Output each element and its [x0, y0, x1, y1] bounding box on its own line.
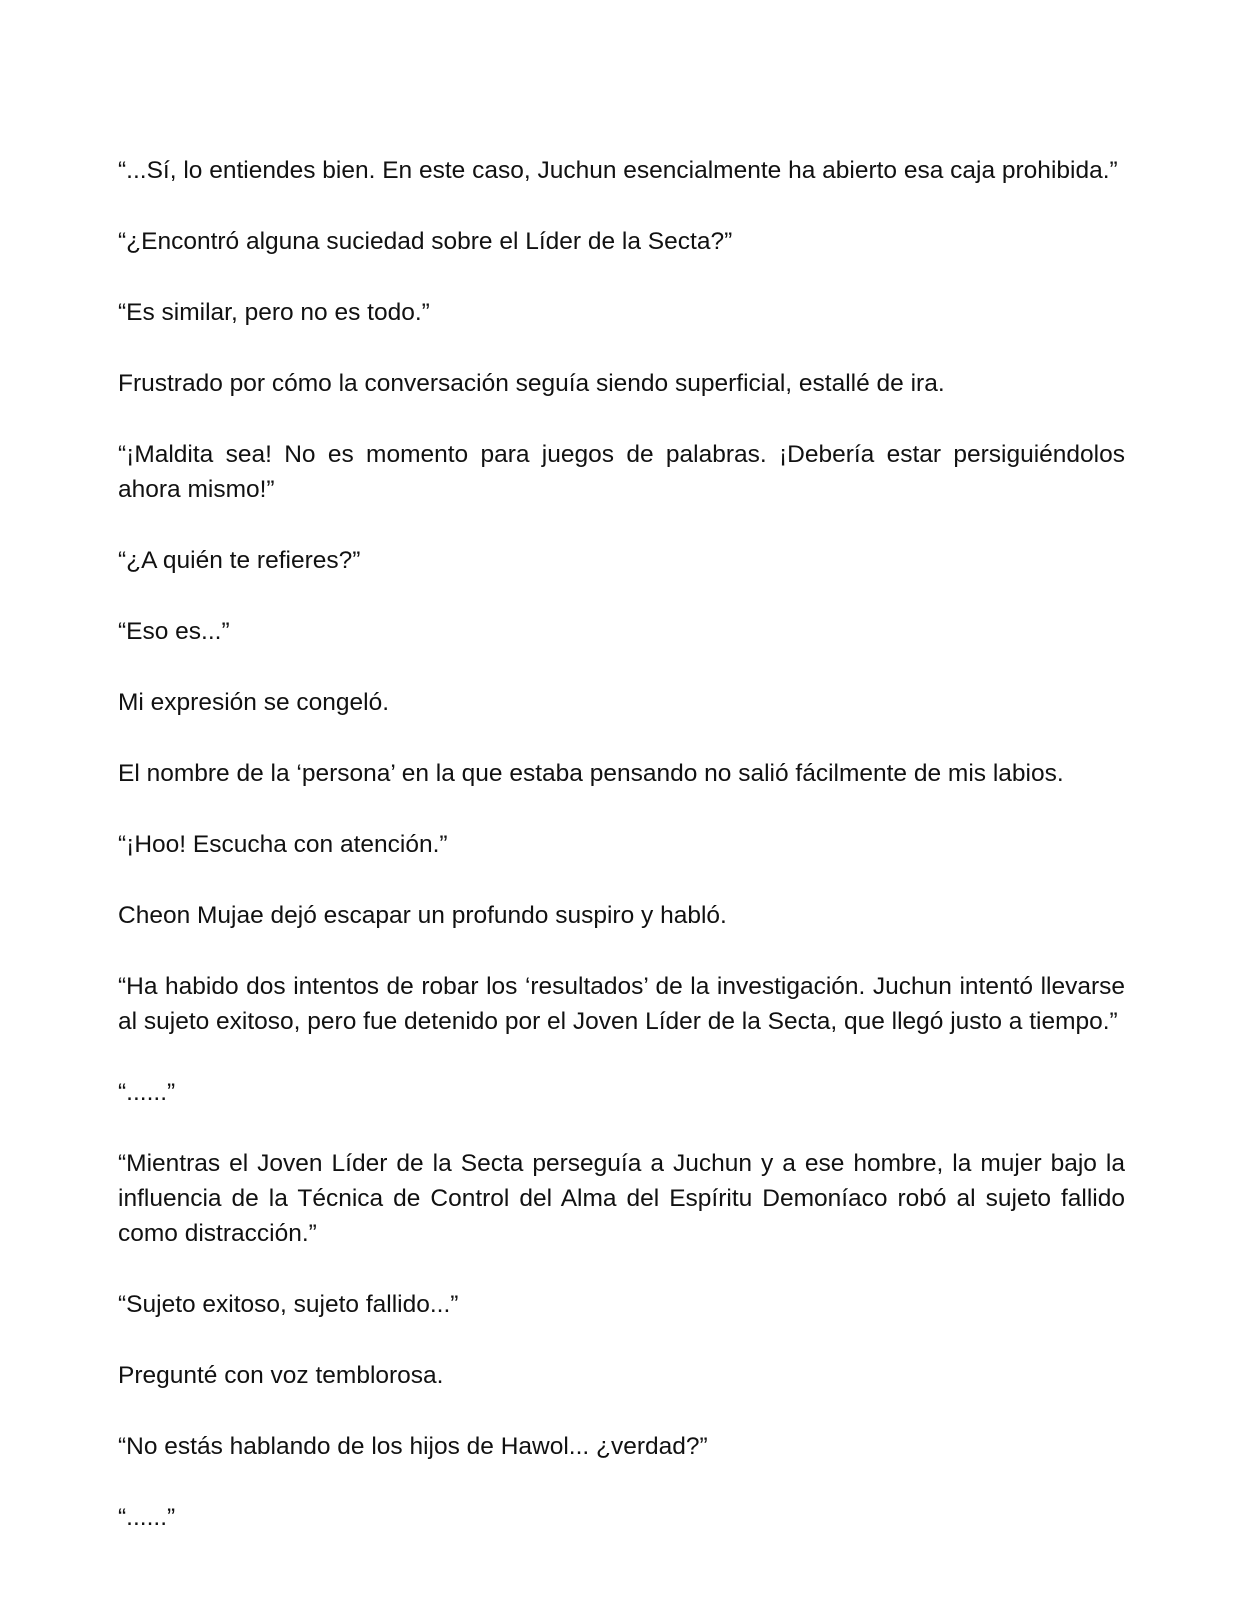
- paragraph: “Es similar, pero no es todo.”: [118, 299, 430, 326]
- paragraph: “¡Hoo! Escucha con atención.”: [118, 831, 448, 858]
- paragraph: “...Sí, lo entiendes bien. En este caso, Juchun esencialmente ha abierto esa caja prohibida.”: [118, 157, 1118, 184]
- paragraph: “¿Encontró alguna suciedad sobre el Líder de la Secta?”: [118, 228, 733, 255]
- paragraph: “¡Maldita sea! No es momento para juegos de palabras. ¡Debería estar persiguiéndolos ahora mismo!”: [118, 441, 1125, 503]
- paragraph: “Sujeto exitoso, sujeto fallido...”: [118, 1291, 459, 1318]
- paragraph: “......”: [118, 1079, 176, 1106]
- paragraph: Pregunté con voz temblorosa.: [118, 1362, 444, 1389]
- paragraph: “......”: [118, 1504, 176, 1531]
- paragraph: “Mientras el Joven Líder de la Secta perseguía a Juchun y a ese hombre, la mujer bajo la influencia de la Técnica de Control del Alma del Espíritu Demoníaco robó al sujeto fallido como distracción.”: [118, 1150, 1125, 1247]
- paragraph: Frustrado por cómo la conversación seguía siendo superficial, estallé de ira.: [118, 370, 945, 397]
- paragraph: Cheon Mujae dejó escapar un profundo suspiro y habló.: [118, 902, 727, 929]
- paragraph: “Eso es...”: [118, 618, 230, 645]
- paragraph: El nombre de la ‘persona’ en la que estaba pensando no salió fácilmente de mis labios.: [118, 760, 1064, 787]
- paragraph: “¿A quién te refieres?”: [118, 547, 361, 574]
- document-body: [118, 153, 1125, 1571]
- paragraph: “No estás hablando de los hijos de Hawol... ¿verdad?”: [118, 1433, 708, 1460]
- paragraph: Mi expresión se congeló.: [118, 689, 390, 716]
- paragraph: “Ha habido dos intentos de robar los ‘resultados’ de la investigación. Juchun intentó llevarse al sujeto exitoso, pero fue detenido por el Joven Líder de la Secta, que llegó justo a tiempo.”: [118, 973, 1125, 1035]
